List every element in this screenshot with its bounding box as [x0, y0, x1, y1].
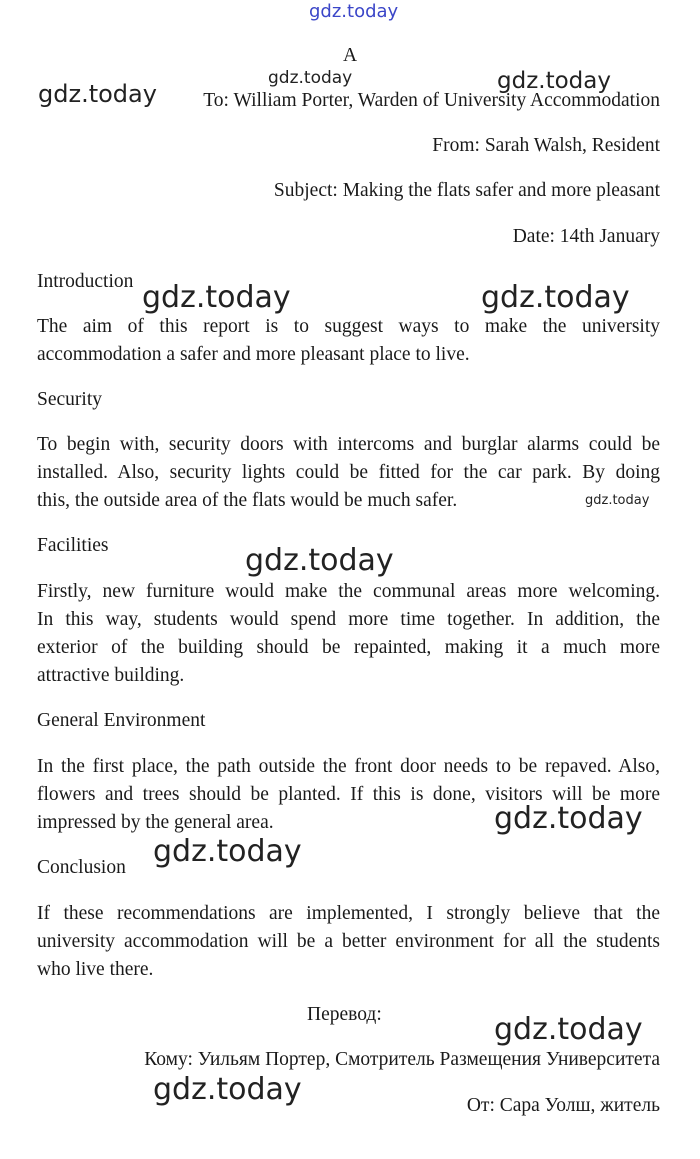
text-line: Firstly, new furniture would make the communal areas more welcoming.: [37, 581, 660, 602]
text-line: attractive building.: [37, 665, 185, 686]
text-line: To begin with, security doors with intercoms and burglar alarms could be: [37, 434, 660, 455]
text-line: accommodation a safer and more pleasant place to live.: [37, 344, 470, 365]
watermark: gdz.today: [153, 834, 302, 869]
text-line: this, the outside area of the flats would be much safer.: [37, 490, 458, 511]
text-line: exterior of the building should be repainted, making it a much more: [37, 637, 660, 658]
paragraph-conclusion: [37, 900, 660, 984]
header-subject: Subject: Making the flats safer and more pleasant: [273, 180, 660, 201]
watermark-top: gdz.today: [309, 1, 399, 22]
watermark: gdz.today: [153, 1072, 302, 1107]
text-line: who live there.: [37, 959, 154, 980]
text-line: In this way, students would spend more time together. In addition, the: [37, 609, 660, 630]
watermark: gdz.today: [245, 543, 394, 578]
text-line: The aim of this report is to suggest ways to make the university: [37, 316, 660, 337]
header-date: Date: 14th January: [512, 226, 660, 247]
text-line: flowers and trees should be planted. If this is done, visitors will be more: [37, 784, 660, 805]
paragraph-facilities: [37, 578, 660, 690]
text-line: In the first place, the path outside the front door needs to be repaved. Also,: [37, 756, 660, 777]
watermark: gdz.today: [142, 280, 291, 315]
paragraph-general-environment: [37, 753, 660, 837]
heading-introduction: Introduction: [37, 271, 134, 292]
translation-label: Перевод:: [307, 1004, 382, 1025]
paragraph-security: [37, 431, 660, 515]
text-line: If these recommendations are implemented, I strongly believe that the: [37, 903, 660, 924]
watermark: gdz.today: [494, 801, 643, 836]
watermark: gdz.today: [268, 68, 353, 88]
heading-conclusion: Conclusion: [37, 857, 126, 878]
heading-security: Security: [37, 389, 102, 410]
text-line: impressed by the general area.: [37, 812, 274, 833]
text-line: installed. Also, security lights could be fitted for the car park. By doing: [37, 462, 660, 483]
header-from: From: Sarah Walsh, Resident: [432, 135, 660, 156]
watermark: gdz.today: [494, 1012, 643, 1047]
heading-general-environment: General Environment: [37, 710, 206, 731]
translation-from: От: Сара Уолш, житель: [466, 1095, 660, 1116]
watermark: gdz.today: [497, 68, 611, 94]
watermark: gdz.today: [481, 280, 630, 315]
text-line: university accommodation will be a better environment for all the students: [37, 931, 660, 952]
translation-to: Кому: Уильям Портер, Смотритель Размещения Университета: [144, 1049, 660, 1070]
header-to: To: William Porter, Warden of University Accommodation: [203, 90, 660, 111]
paragraph-introduction: [37, 313, 660, 369]
heading-facilities: Facilities: [37, 535, 109, 556]
watermark: gdz.today: [38, 80, 157, 108]
watermark: gdz.today: [585, 493, 650, 508]
section-letter: A: [342, 45, 358, 66]
